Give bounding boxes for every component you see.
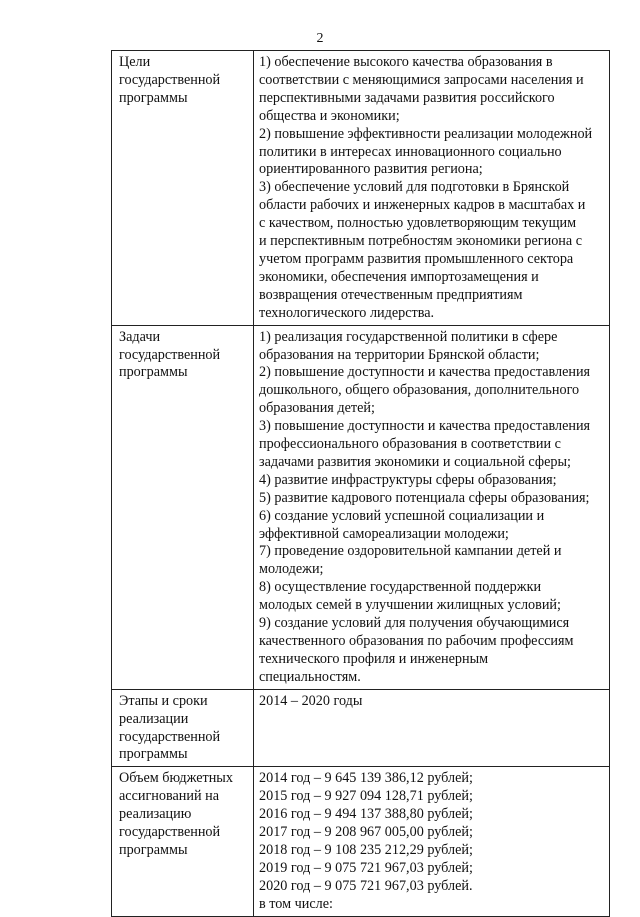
budget-content-line: 2020 год – 9 075 721 967,03 рублей. [259, 877, 473, 894]
tasks-content-line: 7) проведение оздоровительной кампании детей и [259, 543, 562, 560]
tasks-content-line: молодых семей в улучшении жилищных условий; [259, 597, 561, 614]
tasks-content-line: 5) развитие кадрового потенциала сферы образования; [259, 489, 590, 506]
budget-label-line: ассигнований на [119, 788, 220, 805]
budget-label-line: Объем бюджетных [119, 770, 233, 787]
tasks-content-line: дошкольного, общего образования, дополнительного [259, 382, 580, 399]
goals-label-line: государственной [119, 71, 221, 88]
tasks-content-line: эффективной самореализации молодежи; [259, 525, 509, 542]
row-stages [112, 689, 610, 767]
budget-content-line: 2017 год – 9 208 967 005,00 рублей; [259, 824, 473, 841]
tasks-content-line: 3) повышение доступности и качества предоставления [259, 418, 591, 435]
budget-label-cell [112, 767, 254, 916]
goals-content-line: 1) обеспечение высокого качества образования в [259, 54, 553, 70]
budget-label-line: государственной [119, 824, 221, 841]
stages-label-cell [112, 689, 254, 767]
stages-content-line: 2014 – 2020 годы [259, 692, 363, 709]
tasks-content-line: технического профиля и инженерным [259, 650, 489, 667]
goals-content-line: учетом программ развития промышленного сектора [259, 250, 574, 267]
goals-content-line: 2) повышение эффективности реализации молодежной [259, 125, 593, 142]
tasks-content-line: 9) создание условий для получения обучающимися [259, 615, 570, 632]
goals-content-line: возвращения отечественным предприятиям [259, 286, 523, 303]
tasks-label-line: государственной [119, 346, 221, 363]
stages-label-line: государственной [119, 728, 221, 745]
tasks-content-line: образования на территории Брянской области; [259, 346, 540, 363]
tasks-content-line: молодежи; [259, 561, 324, 578]
goals-content-line: соответствии с меняющимися запросами населения и [259, 71, 584, 88]
tasks-content-line: специальностям. [259, 668, 361, 685]
tasks-label-cell [112, 325, 254, 689]
tasks-content-line: 2) повышение доступности и качества предоставления [259, 364, 591, 381]
tasks-content-cell [254, 325, 610, 689]
stages-label-line: реализации [119, 710, 189, 727]
row-budget [112, 767, 610, 916]
budget-content-line: 2019 год – 9 075 721 967,03 рублей; [259, 859, 473, 876]
budget-content-line: 2014 год – 9 645 139 386,12 рублей; [259, 770, 473, 787]
goals-content-line: технологического лидерства. [259, 304, 435, 321]
tasks-content-line: качественного образования по рабочим профессиям [259, 633, 574, 649]
budget-content-cell [254, 767, 610, 916]
budget-content-line: 2018 год – 9 108 235 212,29 рублей; [259, 841, 473, 858]
stages-content-cell [254, 689, 610, 767]
goals-content-line: области рабочих и инженерных кадров в масштабах и [259, 197, 586, 214]
budget-content-line: 2015 год – 9 927 094 128,71 рублей; [259, 788, 473, 805]
row-tasks [112, 325, 610, 689]
goals-content-line: политики в интересах инновационного социально [259, 143, 562, 160]
goals-label-cell [112, 51, 254, 326]
goals-label-line: программы [119, 89, 188, 106]
tasks-content-line: 8) осуществление государственной поддержки [259, 579, 542, 596]
tasks-content-line: 4) развитие инфраструктуры сферы образования; [259, 471, 557, 488]
goals-content-line: с качеством, полностью удовлетворяющим текущим [259, 215, 577, 232]
goals-content-cell [254, 51, 610, 326]
budget-content-line: в том числе: [259, 895, 333, 912]
stages-label-line: Этапы и сроки [119, 692, 208, 709]
page-number: 2 [316, 31, 324, 46]
stages-label-line: программы [119, 746, 188, 763]
budget-label-line: программы [119, 841, 188, 858]
goals-content-line: перспективными задачами развития российского [259, 89, 555, 106]
tasks-label-line: программы [119, 364, 188, 381]
row-goals [112, 51, 610, 326]
goals-label-line: Цели [119, 54, 151, 70]
goals-content-line: 3) обеспечение условий для подготовки в Брянской [259, 179, 570, 196]
tasks-content-line: задачами развития экономики и социальной сферы; [259, 453, 571, 470]
tasks-content-line: образования детей; [259, 400, 375, 417]
tasks-label-line: Задачи [119, 328, 161, 345]
program-passport-table [111, 50, 610, 917]
goals-content-line: экономики, обеспечения импортозамещения и [259, 268, 539, 285]
goals-content-line: общества и экономики; [259, 107, 400, 124]
tasks-content-line: 1) реализация государственной политики в сфере [259, 328, 558, 345]
budget-label-line: реализацию [119, 806, 192, 823]
tasks-content-line: профессионального образования в соответствии с [259, 436, 561, 453]
goals-content-line: и перспективным потребностям экономики региона с [259, 233, 583, 250]
tasks-content-line: 6) создание условий успешной социализации и [259, 507, 545, 524]
goals-content-line: ориентированного развития региона; [259, 161, 483, 178]
budget-content-line: 2016 год – 9 494 137 388,80 рублей; [259, 806, 473, 823]
